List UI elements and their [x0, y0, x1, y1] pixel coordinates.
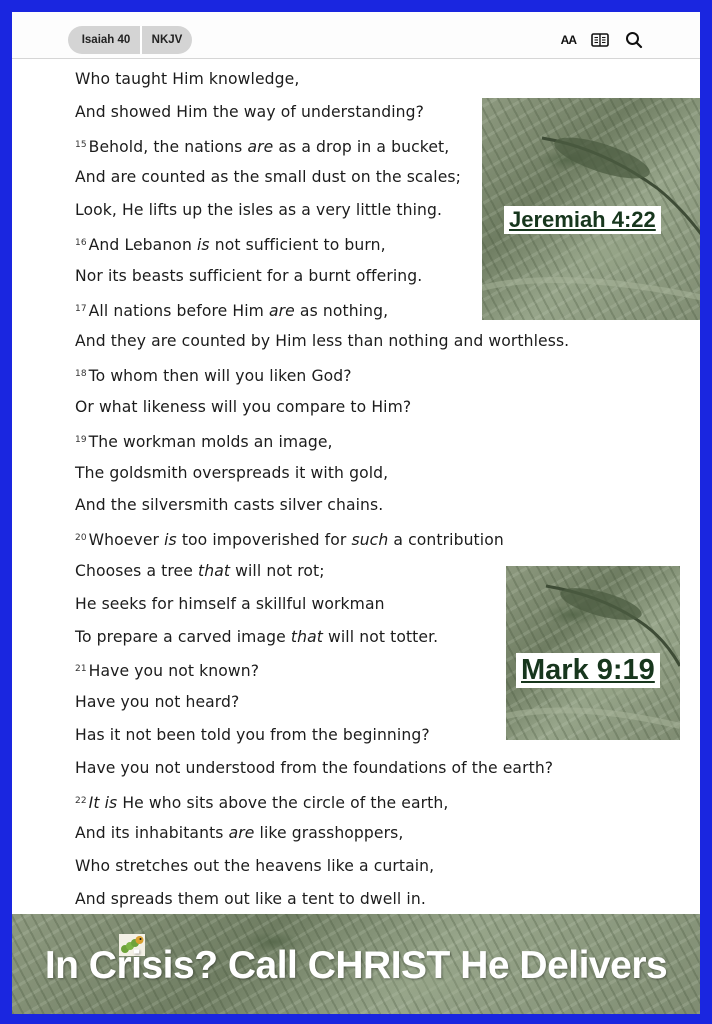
verse-text: as a drop in a bucket, — [273, 137, 450, 156]
verse-text: He who sits above the circle of the earth, — [117, 793, 449, 812]
verse-text-italic: It is — [88, 793, 118, 812]
verse-text: Has it not been told you from the beginning? — [75, 725, 430, 744]
verse-text-italic: is — [164, 531, 177, 550]
verse-line — [75, 325, 695, 358]
verse-text: To prepare a carved image — [75, 627, 291, 646]
reference-pill — [68, 26, 192, 54]
verse-text-italic: are — [228, 824, 255, 843]
verse-text: And the silversmith casts silver chains. — [75, 496, 384, 515]
verse-line — [75, 391, 695, 424]
banner-slogan: In Crisis? Call CHRIST He Delivers — [44, 944, 668, 987]
verse-text: Who taught Him knowledge, — [75, 70, 300, 88]
verse-text-italic: are — [247, 137, 274, 156]
verse-text: not sufficient to burn, — [209, 235, 386, 254]
verse-number: 15 — [75, 139, 87, 150]
verse-line — [75, 817, 695, 850]
verse-text: The goldsmith overspreads it with gold, — [75, 463, 389, 482]
verse-line — [75, 752, 695, 785]
verse-text: Have you not understood from the foundations of the earth? — [75, 758, 554, 777]
verse-text: a contribution — [388, 531, 504, 550]
verse-text: as nothing, — [294, 301, 389, 320]
verse-text: Or what likeness will you compare to Him? — [75, 397, 412, 416]
verse-number: 20 — [75, 533, 87, 544]
verse-line — [75, 522, 695, 555]
verse-text: And Lebanon — [88, 235, 197, 254]
verse-text: And its inhabitants — [75, 824, 229, 843]
verse-number: 16 — [75, 237, 87, 248]
verse-line — [75, 785, 695, 818]
verse-text: The workman molds an image, — [88, 432, 333, 451]
verse-text-italic: is — [197, 235, 210, 254]
verse-text: All nations before Him — [88, 301, 269, 320]
verse-text-italic: that — [290, 627, 323, 646]
verse-reference-label[interactable]: Mark 9:19 — [516, 653, 660, 688]
version-selector-button[interactable]: NKJV — [151, 34, 183, 46]
verse-line — [75, 883, 695, 916]
wheat-image-mark — [506, 566, 680, 740]
verse-text: Who stretches out the heavens like a curtain, — [75, 857, 435, 876]
verse-number: 22 — [75, 795, 87, 806]
verse-text: And are counted as the small dust on the scales; — [75, 168, 461, 187]
verse-text: And spreads them out like a tent to dwell in. — [75, 889, 426, 908]
verse-text: Whoever — [88, 531, 165, 550]
verse-line — [75, 850, 695, 883]
verse-text: Chooses a tree — [75, 561, 198, 580]
verse-text: To whom then will you liken God? — [88, 367, 352, 386]
verse-line — [75, 457, 695, 490]
verse-reference-label[interactable]: Jeremiah 4:22 — [504, 206, 661, 234]
verse-text: Look, He lifts up the isles as a very little thing. — [75, 201, 443, 220]
verse-text: will not totter. — [322, 627, 439, 646]
verse-number: 21 — [75, 664, 87, 675]
verse-text: And they are counted by Him less than nothing and worthless. — [75, 332, 570, 351]
verse-text: will not rot; — [230, 561, 325, 580]
verse-line — [75, 358, 695, 391]
verse-text-italic: that — [198, 561, 231, 580]
verse-text: He seeks for himself a skillful workman — [75, 594, 385, 613]
font-size-icon[interactable]: AA — [560, 33, 576, 47]
reader-toolbar — [12, 12, 700, 59]
verse-line — [75, 424, 695, 457]
verse-text: Nor its beasts sufficient for a burnt offering. — [75, 266, 423, 285]
verse-line — [75, 489, 695, 522]
verse-text-italic: such — [351, 531, 389, 550]
verse-text-italic: are — [268, 301, 295, 320]
reader-screen — [12, 12, 700, 1014]
verse-line — [75, 63, 695, 96]
search-icon[interactable] — [624, 30, 644, 50]
verse-text: Behold, the nations — [88, 137, 248, 156]
verse-text: Have you not known? — [88, 662, 260, 681]
verse-number: 19 — [75, 434, 87, 445]
verse-text: Have you not heard? — [75, 693, 240, 712]
book-icon[interactable] — [590, 30, 610, 50]
verse-number: 18 — [75, 369, 87, 380]
chapter-selector-button[interactable]: Isaiah 40 — [68, 26, 142, 54]
verse-number: 17 — [75, 303, 87, 314]
verse-text: like grasshoppers, — [254, 824, 404, 843]
bottom-banner — [12, 914, 700, 1014]
verse-text: And showed Him the way of understanding? — [75, 102, 425, 121]
verse-text: too impoverished for — [176, 531, 352, 550]
toolbar-actions — [561, 30, 644, 50]
wheat-image-jeremiah — [482, 98, 700, 320]
